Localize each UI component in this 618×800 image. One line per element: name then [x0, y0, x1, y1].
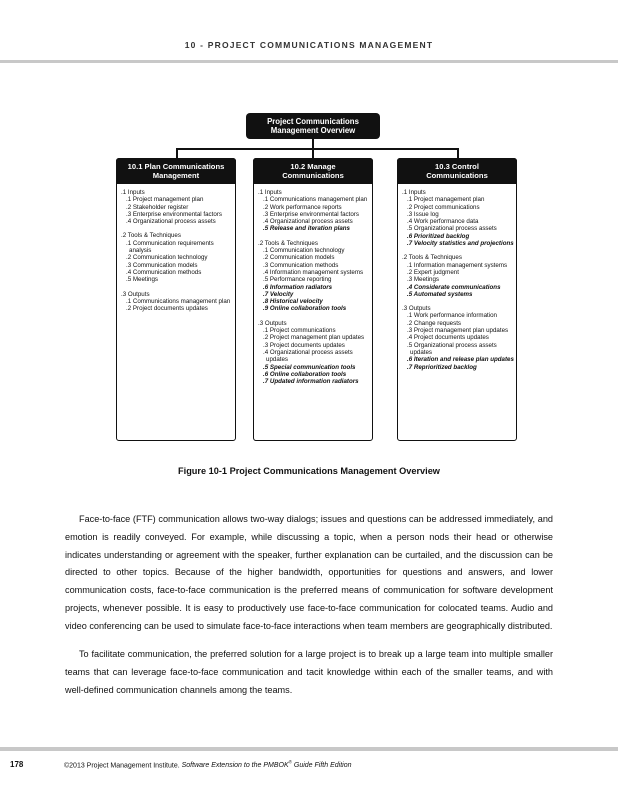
- section-item: .4 Organizational process assets: [126, 218, 216, 226]
- section-item: .5 Performance reporting: [263, 276, 332, 284]
- section-item: .5 Organizational process assets updates: [407, 341, 497, 356]
- section-item: .4 Work performance data: [407, 218, 479, 226]
- process-title-line: Communications: [426, 171, 488, 180]
- section-item: .2 Communication technology: [126, 254, 208, 262]
- section-heading: .2 Tools & Techniques: [258, 239, 318, 247]
- process-section: [258, 189, 370, 233]
- figure-caption: Figure 10-1 Project Communications Management Overview: [178, 466, 440, 476]
- process-section: [121, 232, 233, 283]
- section-heading: .3 Outputs: [121, 290, 150, 298]
- page-number: 178: [10, 760, 24, 769]
- section-item: .6 Prioritized backlog: [407, 232, 470, 240]
- section-item: .2 Communication models: [263, 254, 335, 262]
- process-section: [121, 189, 233, 225]
- section-item: .4 Information management systems: [263, 268, 364, 276]
- connector-right-down: [457, 148, 459, 158]
- root-box: [246, 113, 380, 139]
- section-item: .7 Reprioritized backlog: [407, 363, 477, 371]
- section-item: .7 Updated information radiators: [263, 378, 359, 386]
- section-item: .4 Organizational process assets updates: [263, 348, 353, 364]
- root-title-line2: Management Overview: [270, 126, 356, 135]
- section-item: .2 Project management plan updates: [263, 334, 365, 342]
- section-item: .1 Work performance information: [407, 312, 497, 320]
- section-item: .3 Project documents updates: [263, 341, 345, 349]
- process-section: [258, 320, 370, 386]
- registered-mark: ®: [288, 760, 292, 765]
- section-item: .3 Communication models: [126, 261, 198, 269]
- section-item: .6 Information radiators: [263, 283, 333, 291]
- body-paragraph-2: To facilitate communication, the preferred solution for a large project is to break up a large team into multiple smaller teams that can leverage face-to-face communication and tacit knowledge within each of the smaller teams, and with well-defined communication channels among the teams.: [65, 649, 553, 695]
- footer-citation: [64, 760, 351, 769]
- copyright-text: ©2013 Project Management Institute.: [64, 762, 180, 770]
- section-item: .2 Expert judgment: [407, 268, 459, 276]
- section-item: .6 Iteration and release plan updates: [407, 356, 514, 364]
- section-item: .1 Information management systems: [407, 261, 508, 269]
- connector-left-down: [176, 148, 178, 158]
- section-item: .3 Meetings: [407, 276, 439, 284]
- process-box-plan-communications: [116, 158, 236, 441]
- section-item: .1 Communication technology: [263, 247, 345, 255]
- section-item: .5 Release and iteration plans: [263, 225, 350, 233]
- section-item: .3 Issue log: [407, 210, 439, 218]
- section-item: .1 Project communications: [263, 327, 336, 335]
- book-title-part1: Software Extension to the PMBOK: [181, 762, 289, 770]
- process-section: [402, 189, 514, 247]
- section-item: .2 Change requests: [407, 319, 462, 327]
- process-title: [253, 158, 373, 184]
- section-item: .6 Online collaboration tools: [263, 370, 347, 378]
- section-item: .1 Project management plan: [126, 196, 204, 204]
- section-item: .1 Communications management plan: [263, 196, 368, 204]
- process-body: [121, 189, 233, 319]
- section-item: .2 Project documents updates: [126, 305, 208, 313]
- root-title-line1: Project Communications: [267, 116, 359, 126]
- section-item: .4 Organizational process assets: [263, 218, 353, 226]
- section-item: .4 Project documents updates: [407, 334, 489, 342]
- connector-mid-down: [312, 148, 314, 158]
- process-title-line: Management: [152, 171, 200, 180]
- section-item: .7 Velocity statistics and projections: [407, 240, 514, 248]
- body-paragraph-1: Face-to-face (FTF) communication allows two-way dialogs; issues and questions can be addressed immediately, and emotion is readily conveyed. For example, while discussing a topic, when a person nods their head or otherwise indicates understanding or agreement with the speaker, further explanation can be curtailed, and the discussion can be directed to other topics. Because of the higher bandwidth, opportunities for questions and answers, and lower communication costs, face-to-face communication is the preferred means of communication for software development projects, whenever possible. It is easy to productively use face-to-face communication for colocated teams. Audio and video conferencing can be used to simulate face-to-face interactions when team members are geographically distributed.: [65, 514, 553, 631]
- section-heading: .1 Inputs: [121, 189, 145, 196]
- section-item: .1 Project management plan: [407, 196, 485, 204]
- process-title-line: 10.2 Manage: [290, 161, 336, 171]
- section-heading: .3 Outputs: [258, 319, 287, 327]
- process-title-line: Communications: [282, 171, 344, 180]
- section-item: .1 Communication requirements analysis: [126, 239, 214, 255]
- section-item: .5 Organizational process assets: [407, 225, 497, 233]
- section-heading: .1 Inputs: [402, 189, 426, 196]
- section-heading: .2 Tools & Techniques: [402, 254, 462, 262]
- process-body: [258, 189, 370, 392]
- section-heading: .2 Tools & Techniques: [121, 232, 181, 240]
- running-header: 10 - PROJECT COMMUNICATIONS MANAGEMENT: [184, 40, 434, 50]
- connector-horizontal: [176, 148, 458, 150]
- section-item: .1 Communications management plan: [126, 297, 231, 305]
- process-title: [116, 158, 236, 184]
- section-item: .5 Automated systems: [407, 290, 473, 298]
- section-item: .2 Stakeholder register: [126, 203, 189, 211]
- section-item: .4 Communication methods: [126, 268, 202, 276]
- footer-rule: [0, 747, 618, 751]
- section-item: .8 Historical velocity: [263, 298, 323, 306]
- section-item: .2 Work performance reports: [263, 203, 342, 211]
- process-section: [402, 305, 514, 371]
- section-item: .5 Meetings: [126, 276, 158, 284]
- section-item: .3 Communication methods: [263, 261, 339, 269]
- section-item: .9 Online collaboration tools: [263, 305, 347, 313]
- section-item: .3 Enterprise environmental factors: [263, 210, 359, 218]
- book-title-part2: Guide Fifth Edition: [291, 762, 352, 770]
- section-item: .5 Special communication tools: [263, 363, 356, 371]
- process-section: [258, 240, 370, 313]
- section-item: .3 Project management plan updates: [407, 327, 509, 335]
- process-title-line: 10.3 Control: [435, 161, 479, 171]
- process-box-manage-communications: [253, 158, 373, 441]
- section-heading: .1 Inputs: [258, 189, 282, 196]
- process-box-control-communications: [397, 158, 517, 441]
- process-section: [121, 291, 233, 313]
- section-item: .3 Enterprise environmental factors: [126, 210, 222, 218]
- process-section: [402, 254, 514, 298]
- section-item: .2 Project communications: [407, 203, 480, 211]
- header-rule: [0, 60, 618, 63]
- book-title: [182, 762, 352, 769]
- section-item: .4 Considerate communications: [407, 283, 501, 291]
- section-heading: .3 Outputs: [402, 305, 431, 313]
- section-item: .7 Velocity: [263, 290, 294, 298]
- process-title-line: 10.1 Plan Communications: [127, 161, 225, 171]
- process-body: [402, 189, 514, 378]
- process-title: [397, 158, 517, 184]
